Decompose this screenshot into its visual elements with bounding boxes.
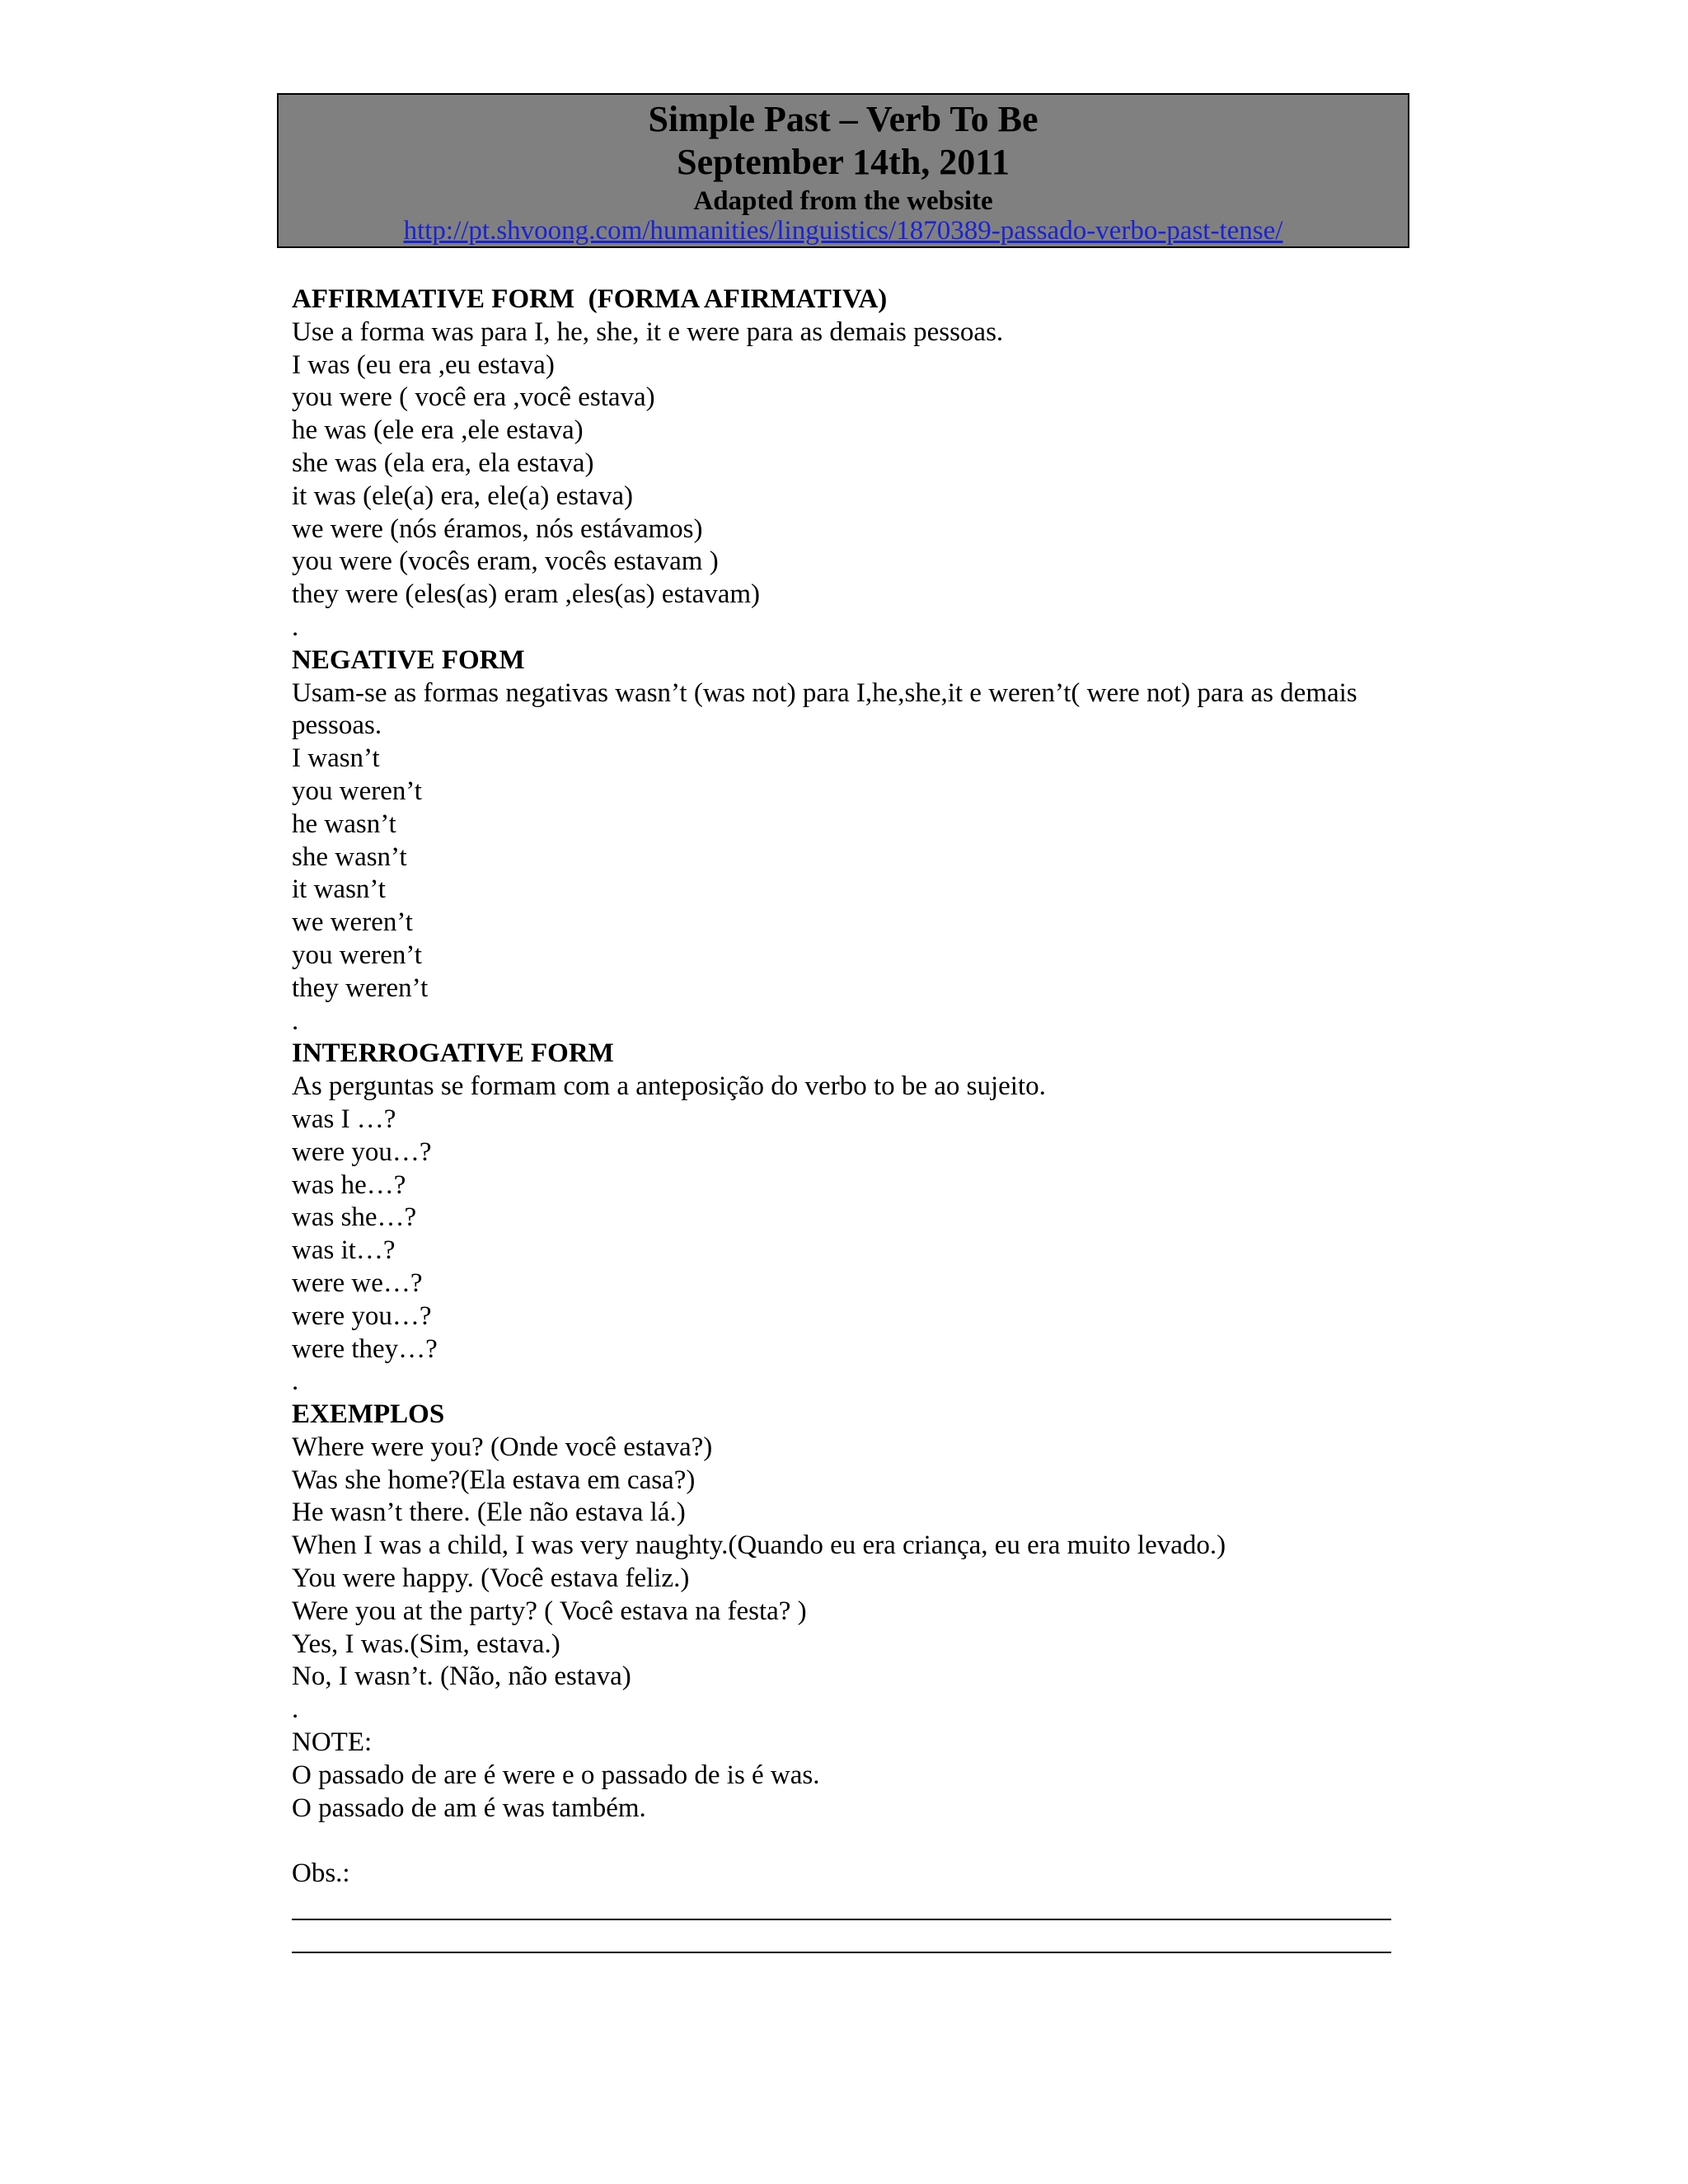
note-line: O passado de am é was também. — [292, 1793, 646, 1823]
example-line: He wasn’t there. (Ele não estava lá.) — [292, 1497, 686, 1528]
obs-writing-line — [292, 1952, 1391, 1953]
interrogative-line: were they…? — [292, 1333, 438, 1364]
affirmative-line: it was (ele(a) era, ele(a) estava) — [292, 480, 634, 511]
section-dot: . — [292, 1366, 299, 1397]
affirmative-heading: AFFIRMATIVE FORM (FORMA AFIRMATIVA) — [292, 284, 888, 314]
note-label: NOTE: — [292, 1727, 373, 1758]
example-line: No, I wasn’t. (Não, não estava) — [292, 1661, 631, 1692]
adapted-note: Adapted from the website — [693, 186, 993, 216]
interrogative-heading: INTERROGATIVE FORM — [292, 1038, 614, 1069]
negative-line: they weren’t — [292, 972, 429, 1003]
negative-line: I wasn’t — [292, 743, 380, 774]
example-line: Yes, I was.(Sim, estava.) — [292, 1629, 560, 1659]
affirmative-line: he was (ele era ,ele estava) — [292, 415, 584, 446]
example-line: Was she home?(Ela estava em casa?) — [292, 1465, 696, 1495]
affirmative-line: I was (eu era ,eu estava) — [292, 349, 555, 380]
affirmative-intro: Use a forma was para I, he, she, it e were para as demais pessoas. — [292, 316, 1004, 347]
examples-heading: EXEMPLOS — [292, 1399, 445, 1430]
affirmative-line: you were (vocês eram, vocês estavam ) — [292, 546, 719, 577]
obs-writing-line — [292, 1919, 1391, 1920]
negative-line: you weren’t — [292, 940, 422, 970]
interrogative-line: was it…? — [292, 1235, 396, 1266]
section-dot: . — [292, 612, 299, 642]
source-link[interactable]: http://pt.shvoong.com/humanities/linguistics/1870389-passado-verbo-past-tense/ — [403, 216, 1283, 246]
example-line: Where were you? (Onde você estava?) — [292, 1432, 713, 1462]
affirmative-line: she was (ela era, ela estava) — [292, 448, 594, 478]
interrogative-line: was he…? — [292, 1169, 406, 1200]
interrogative-line: was I …? — [292, 1104, 396, 1134]
note-line: O passado de are é were e o passado de is é was. — [292, 1760, 820, 1790]
spacer — [292, 1825, 1396, 1858]
page-date: September 14th, 2011 — [677, 142, 1010, 182]
affirmative-line: we were (nós éramos, nós estávamos) — [292, 513, 703, 544]
header-box — [277, 93, 1409, 248]
document-body — [292, 284, 1396, 1891]
affirmative-line: you were ( você era ,você estava) — [292, 382, 655, 413]
example-line: You were happy. (Você estava feliz.) — [292, 1563, 690, 1594]
negative-line: he wasn’t — [292, 808, 396, 839]
obs-label: Obs.: — [292, 1858, 350, 1889]
interrogative-intro: As perguntas se formam com a anteposição do verbo to be ao sujeito. — [292, 1071, 1046, 1102]
section-dot: . — [292, 1694, 299, 1725]
interrogative-line: were you…? — [292, 1301, 432, 1331]
page-title: Simple Past – Verb To Be — [648, 99, 1039, 139]
negative-line: she wasn’t — [292, 841, 407, 872]
example-line: Were you at the party? ( Você estava na festa? ) — [292, 1596, 807, 1626]
interrogative-line: was she…? — [292, 1202, 417, 1233]
interrogative-line: were we…? — [292, 1268, 423, 1298]
negative-line: you weren’t — [292, 776, 422, 806]
example-line: When I was a child, I was very naughty.(Quando eu era criança, eu era muito levado.) — [292, 1530, 1226, 1561]
affirmative-line: they were (eles(as) eram ,eles(as) estavam) — [292, 579, 761, 610]
negative-line: we weren’t — [292, 907, 413, 938]
negative-line: it wasn’t — [292, 874, 386, 905]
interrogative-line: were you…? — [292, 1137, 432, 1167]
negative-heading: NEGATIVE FORM — [292, 644, 525, 675]
section-dot: . — [292, 1005, 299, 1036]
negative-intro: Usam-se as formas negativas wasn’t (was not) para I,he,she,it e weren’t( were not) para as demais pessoas. — [292, 677, 1357, 741]
